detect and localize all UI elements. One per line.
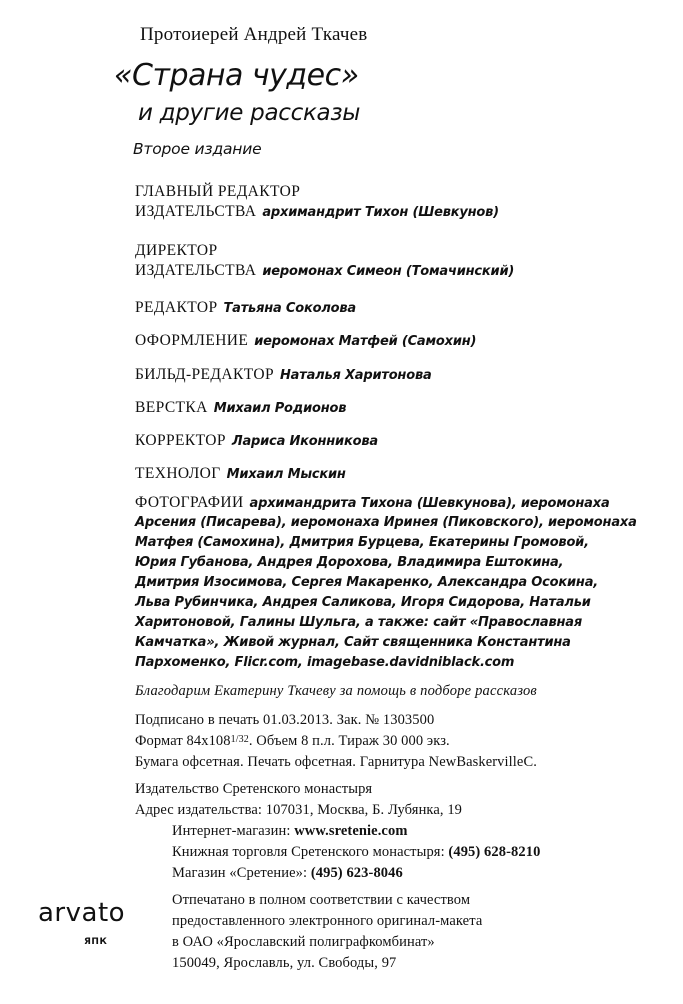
printer-line: в ОАО «Ярославский полиграфкомбинат» xyxy=(172,934,435,950)
credit-person: иеромонах Матфей (Самохин) xyxy=(254,334,477,349)
credit-person: Наталья Харитонова xyxy=(279,368,432,383)
publisher-name: Издательство Сретенского монастыря xyxy=(135,781,373,797)
format-fraction: 1/32 xyxy=(230,734,249,745)
credit-person: иеромонах Симеон (Томачинский) xyxy=(262,264,515,279)
credit-person: Татьяна Соколова xyxy=(223,301,356,316)
trade-label: Книжная торговля Сретенского монастыря: xyxy=(172,844,449,860)
trade-phone: (495) 628-8210 xyxy=(448,844,541,860)
printer-line: Отпечатано в полном соответствии с качеством xyxy=(172,892,471,908)
format-suffix: . Объем 8 п.л. Тираж 30 000 экз. xyxy=(248,733,450,749)
book-title: «Страна чудес» xyxy=(114,58,359,93)
credit-proofreader xyxy=(135,432,378,450)
credit-person: архимандрит Тихон (Шевкунов) xyxy=(262,205,499,220)
publisher-store xyxy=(172,865,403,882)
publisher-shop xyxy=(172,823,408,840)
print-signed: Подписано в печать 01.03.2013. Зак. № 1303500 xyxy=(135,712,435,728)
credit-role: ОФОРМЛЕНИЕ xyxy=(135,332,249,349)
credit-layout xyxy=(135,399,346,417)
photo-credit-line: Дмитрия Изосимова, Сергея Макаренко, Александра Осокина, xyxy=(135,575,599,590)
book-subtitle: и другие рассказы xyxy=(138,100,361,126)
credit-role-cont: ИЗДАТЕЛЬСТВА xyxy=(135,262,257,279)
credit-role: БИЛЬД-РЕДАКТОР xyxy=(135,366,274,383)
print-paper: Бумага офсетная. Печать офсетная. Гарнитура NewBaskervilleC. xyxy=(135,754,537,770)
credit-role: ТЕХНОЛОГ xyxy=(135,465,221,482)
credit-design xyxy=(135,332,476,350)
publisher-trade xyxy=(172,844,540,861)
credit-photo-editor xyxy=(135,366,432,384)
credit-role: ВЕРСТКА xyxy=(135,399,208,416)
credit-technologist xyxy=(135,465,346,483)
edition-label: Второе издание xyxy=(133,140,262,158)
yapk-logo-label: ЯПК xyxy=(84,937,108,947)
credit-role: ФОТОГРАФИИ xyxy=(135,494,244,511)
credit-chief-editor xyxy=(135,183,499,221)
publisher-address: Адрес издательства: 107031, Москва, Б. Лубянка, 19 xyxy=(135,802,463,818)
format-prefix: Формат 84х108 xyxy=(135,733,231,749)
author-name: Протоиерей Андрей Ткачев xyxy=(140,24,368,45)
store-label: Магазин «Сретение»: xyxy=(172,865,311,881)
credit-person: Лариса Иконникова xyxy=(231,434,378,449)
photo-credit-line: Льва Рубинчика, Андрея Саликова, Игоря Сидорова, Натальи xyxy=(135,595,591,610)
credit-role: РЕДАКТОР xyxy=(135,299,218,316)
credit-photographs xyxy=(135,493,655,673)
photo-credit-line: Харитоновой, Галины Шульга, а также: сайт «Православная xyxy=(135,615,583,630)
arvato-logo: arvato xyxy=(38,898,126,928)
credit-editor xyxy=(135,299,356,317)
credit-role: ДИРЕКТОР xyxy=(135,242,218,259)
photo-credit-line: архимандрита Тихона (Шевкунова), иеромонаха xyxy=(249,496,610,511)
acknowledgement: Благодарим Екатерину Ткачеву за помощь в подборе рассказов xyxy=(135,683,537,699)
credit-role: КОРРЕКТОР xyxy=(135,432,226,449)
photo-credit-line: Юрия Губанова, Андрея Дорохова, Владимира Ештокина, xyxy=(135,555,564,570)
credit-person: Михаил Мыскин xyxy=(226,467,346,482)
store-phone: (495) 623-8046 xyxy=(310,865,403,881)
photo-credit-line: Камчатка», Живой журнал, Сайт священника Константина xyxy=(135,635,571,650)
shop-url-link[interactable]: www.sretenie.com xyxy=(294,823,408,839)
printer-line: 150049, Ярославль, ул. Свободы, 97 xyxy=(172,955,397,971)
credit-role: ГЛАВНЫЙ РЕДАКТОР xyxy=(135,183,301,200)
printer-line: предоставленного электронного оригинал-макета xyxy=(172,913,483,929)
credit-director xyxy=(135,242,514,280)
photo-credit-line: Пархоменко, Flicr.com, imagebase.davidniblack.com xyxy=(135,655,515,670)
photo-credit-line: Матфея (Самохина), Дмитрия Бурцева, Екатерины Громовой, xyxy=(135,535,589,550)
credit-role-cont: ИЗДАТЕЛЬСТВА xyxy=(135,203,257,220)
photo-credit-line: Арсения (Писарева), иеромонаха Иринея (Пиковского), иеромонаха xyxy=(135,515,637,530)
shop-label: Интернет-магазин: xyxy=(172,823,295,839)
print-format xyxy=(135,733,450,750)
credit-person: Михаил Родионов xyxy=(213,401,347,416)
